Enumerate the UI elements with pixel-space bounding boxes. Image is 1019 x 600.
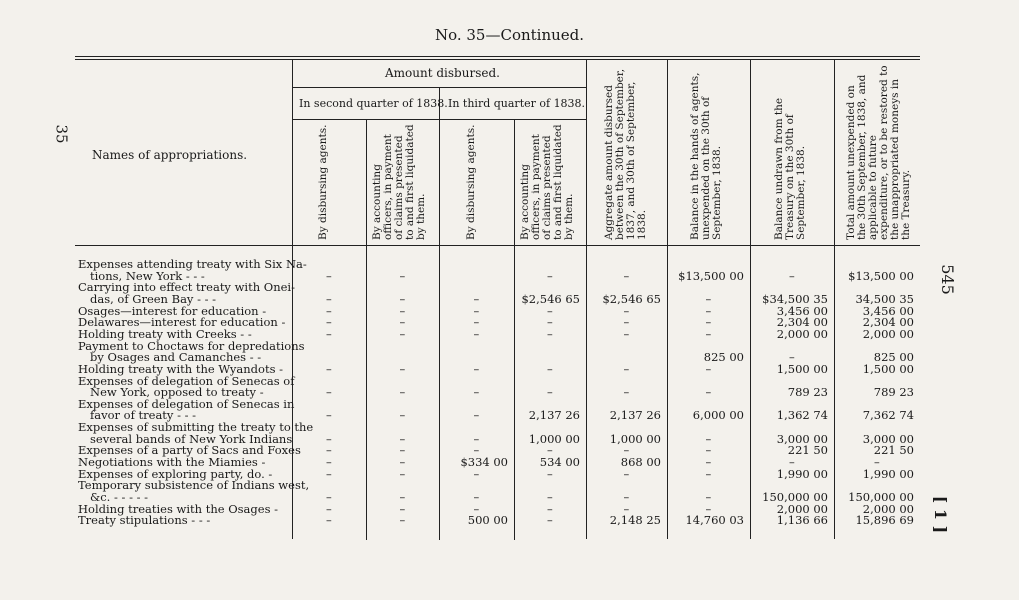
table-cell: – xyxy=(473,326,480,341)
table-cell: – xyxy=(399,291,406,306)
col-total-unexpended: Total amount unexpended on the 30th September, 1838, and applicable to future expenditure, or to be restored to the unappropriated moneys in the Treasury. xyxy=(845,65,912,240)
table-cell: 3,000 00 xyxy=(862,431,914,446)
table-cell: – xyxy=(326,443,332,458)
q3-header: In third quarter of 1838. xyxy=(448,97,586,110)
table-cell: – xyxy=(547,466,553,481)
appropriation-name: favor of treaty - - - xyxy=(90,408,197,423)
col-q3-officers: By accounting officers, in payment of claims presented to and first liquidated by them. xyxy=(519,124,575,240)
table-cell: – xyxy=(399,408,406,423)
table-cell: $13,500 00 xyxy=(678,268,744,283)
table-cell: – xyxy=(547,361,553,376)
table-cell: – xyxy=(399,268,406,283)
appropriation-name: das, of Green Bay - - - xyxy=(90,291,217,306)
table-cell: 868 00 xyxy=(620,455,661,470)
table-cell: 221 50 xyxy=(873,443,914,458)
appropriation-name: Expenses of delegation of Senecas in xyxy=(78,396,295,411)
table-cell: 2,304 00 xyxy=(776,315,828,330)
table-cell: – xyxy=(399,501,406,516)
table-cell: – xyxy=(326,431,332,446)
col-q2-agents: By disbursing agents. xyxy=(317,124,329,240)
table-cell: – xyxy=(547,385,553,400)
table-cell: – xyxy=(473,490,480,504)
table-cell: – xyxy=(473,361,480,376)
table-cell: – xyxy=(326,408,332,423)
table-cell: 2,137 26 xyxy=(528,408,580,423)
table-cell: – xyxy=(473,501,480,516)
table-cell: – xyxy=(547,490,553,504)
table-cell: – xyxy=(547,315,553,330)
table-cell: – xyxy=(874,455,880,470)
appropriation-name: Holding treaty with Creeks - - xyxy=(78,326,252,341)
table-cell: – xyxy=(473,385,480,400)
table-cell: – xyxy=(623,361,630,376)
table-cell: – xyxy=(705,431,712,446)
table-cell: – xyxy=(705,315,712,330)
table-cell: – xyxy=(547,443,553,458)
page-title: No. 35—Continued. xyxy=(434,26,585,44)
col-aggregate: Aggregate amount disbursed between the 30th of September, 1837, and 30th of September, 1838. xyxy=(603,68,648,240)
table-cell: 2,304 00 xyxy=(862,315,914,330)
table-cell: $2,546 65 xyxy=(602,291,661,306)
table-cell: – xyxy=(326,268,332,283)
appropriation-name: Osages—interest for education - xyxy=(78,303,267,318)
table-cell: 2,000 00 xyxy=(776,501,828,516)
table-cell: – xyxy=(399,431,406,446)
table-cell: – xyxy=(789,268,795,283)
appropriation-name: Carrying into effect treaty with Onei- xyxy=(78,280,295,295)
table-cell: 221 50 xyxy=(787,443,828,458)
table-cell: – xyxy=(399,513,406,528)
table-cell: – xyxy=(326,303,332,318)
col-balance-undrawn: Balance undrawn from the Treasury on the 30th of September, 1838. xyxy=(773,97,807,240)
table-cell: $13,500 00 xyxy=(848,268,914,283)
appropriation-name: Negotiations with the Miamies - xyxy=(78,455,266,470)
table-cell: – xyxy=(547,326,553,341)
table-cell: – xyxy=(399,490,406,504)
table-cell: 6,000 00 xyxy=(692,408,744,423)
table-cell: $2,546 65 xyxy=(521,291,580,306)
table-cell: – xyxy=(326,490,332,504)
table-cell: – xyxy=(623,315,630,330)
table-cell: – xyxy=(547,501,553,516)
table-cell: – xyxy=(623,303,630,318)
table-cell: – xyxy=(399,443,406,458)
appropriation-name: Holding treaty with the Wyandots - xyxy=(78,361,284,376)
table-cell: 2,137 26 xyxy=(609,408,661,423)
table-cell: – xyxy=(326,291,332,306)
names-header: Names of appropriations. xyxy=(92,148,248,162)
appropriation-name: Expenses attending treaty with Six Na- xyxy=(78,257,307,271)
table-cell: – xyxy=(623,490,630,504)
table-cell: – xyxy=(399,303,406,318)
table-cell: – xyxy=(399,455,406,470)
table-cell: – xyxy=(326,466,332,481)
table-cell: – xyxy=(547,268,553,283)
appropriation-name: Expenses of exploring party, do. - xyxy=(78,466,273,481)
col-q3-agents: By disbursing agents. xyxy=(465,124,477,240)
table-cell: – xyxy=(399,326,406,341)
table-row xyxy=(0,514,1019,526)
table-cell: 15,896 69 xyxy=(855,513,914,528)
table-cell: – xyxy=(399,385,406,400)
appropriation-name: Expenses of delegation of Senecas of xyxy=(78,373,295,388)
table-cell: 3,456 00 xyxy=(776,303,828,318)
table-cell: – xyxy=(473,408,480,423)
table-cell: – xyxy=(789,350,795,365)
table-cell: – xyxy=(326,513,332,528)
table-cell: – xyxy=(326,455,332,470)
table-cell: 2,000 00 xyxy=(862,326,914,341)
table-cell: 1,136 66 xyxy=(776,513,828,528)
q2-header: In second quarter of 1838. xyxy=(299,97,448,110)
appropriation-name: Expenses of submitting the treaty to the xyxy=(78,420,314,435)
table-cell: – xyxy=(473,466,480,481)
table-cell: 825 00 xyxy=(703,350,744,365)
col-q2-officers: By accounting officers, in payment of claims presented to and first liquidated by them. xyxy=(371,124,427,240)
table-cell: – xyxy=(326,361,332,376)
table-cell: – xyxy=(705,466,712,481)
table-cell: – xyxy=(705,455,712,470)
table-cell: – xyxy=(623,385,630,400)
table-cell: – xyxy=(547,303,553,318)
table-cell: – xyxy=(789,455,795,470)
margin-number: 35 xyxy=(52,124,71,144)
table-cell: 1,362 74 xyxy=(776,408,828,423)
table-cell: 2,000 00 xyxy=(862,501,914,516)
top-rule xyxy=(75,56,920,57)
table-cell: $34,500 35 xyxy=(762,291,828,306)
table-cell: 3,000 00 xyxy=(776,431,828,446)
table-cell: – xyxy=(705,361,712,376)
table-cell: – xyxy=(473,443,480,458)
bracket-mark: [ 1 ] xyxy=(931,495,951,534)
table-cell: – xyxy=(623,268,630,283)
appropriation-name: Temporary subsistence of Indians west, xyxy=(78,478,310,493)
table-cell: 1,000 00 xyxy=(609,431,661,446)
table-cell: – xyxy=(623,466,630,481)
header-bottom-rule xyxy=(75,245,920,246)
table-cell: – xyxy=(326,326,332,341)
table-cell: 500 00 xyxy=(467,513,508,528)
table-cell: – xyxy=(326,315,332,330)
table-cell: – xyxy=(623,326,630,341)
table-cell: 3,456 00 xyxy=(862,303,914,318)
appropriation-name: &c. - - - - - xyxy=(90,490,149,504)
table-cell: – xyxy=(705,326,712,341)
appropriation-name: tions, New York - - - xyxy=(90,268,205,283)
table-cell: – xyxy=(473,315,480,330)
table-cell: 2,148 25 xyxy=(609,513,661,528)
table-cell: – xyxy=(399,361,406,376)
table-cell: 34,500 35 xyxy=(855,291,914,306)
table-cell: – xyxy=(473,303,480,318)
table-cell: 789 23 xyxy=(873,385,914,400)
table-cell: – xyxy=(326,385,332,400)
table-cell: $334 00 xyxy=(460,455,508,470)
table-cell: – xyxy=(705,443,712,458)
table-cell: – xyxy=(705,501,712,516)
appropriation-name: Treaty stipulations - - - xyxy=(78,513,211,528)
table-cell: 534 00 xyxy=(539,455,580,470)
table-cell: 1,000 00 xyxy=(528,431,580,446)
table-cell: 2,000 00 xyxy=(776,326,828,341)
top-rule-2 xyxy=(75,59,920,60)
appropriation-name: Payment to Choctaws for depredations xyxy=(78,338,305,353)
table-cell: – xyxy=(705,303,712,318)
table-cell: – xyxy=(623,443,630,458)
table-cell: – xyxy=(547,513,553,528)
table-cell: – xyxy=(705,291,712,306)
table-cell: – xyxy=(473,431,480,446)
table-cell: 1,500 00 xyxy=(776,361,828,376)
table-cell: 150,000 00 xyxy=(848,490,914,504)
table-cell: 150,000 00 xyxy=(762,490,828,504)
amount-disbursed-header: Amount disbursed. xyxy=(385,66,500,80)
appropriation-name: Expenses of a party of Sacs and Foxes xyxy=(78,443,301,458)
appropriation-name: several bands of New York Indians xyxy=(90,431,293,446)
appropriation-name: Holding treaties with the Osages - xyxy=(78,501,279,516)
table-cell: 789 23 xyxy=(787,385,828,400)
table-cell: – xyxy=(399,315,406,330)
table-cell: 7,362 74 xyxy=(862,408,914,423)
table-cell: – xyxy=(705,385,712,400)
table-cell: 1,990 00 xyxy=(862,466,914,481)
table-cell: – xyxy=(399,466,406,481)
table-cell: – xyxy=(705,490,712,504)
col-balance-agents: Balance in the hands of agents, unexpended on the 30th of September, 1838. xyxy=(689,72,723,240)
table-cell: – xyxy=(326,501,332,516)
page-number: 545 xyxy=(937,264,957,295)
table-cell: 1,500 00 xyxy=(862,361,914,376)
table-cell: 14,760 03 xyxy=(685,513,744,528)
table-cell: 825 00 xyxy=(873,350,914,365)
table-cell: – xyxy=(623,501,630,516)
appropriation-name: New York, opposed to treaty - xyxy=(90,385,264,400)
appropriation-name: Delawares—interest for education - xyxy=(78,315,286,330)
appropriation-name: by Osages and Camanches - - xyxy=(90,350,262,365)
table-cell: – xyxy=(473,291,480,306)
table-cell: 1,990 00 xyxy=(776,466,828,481)
